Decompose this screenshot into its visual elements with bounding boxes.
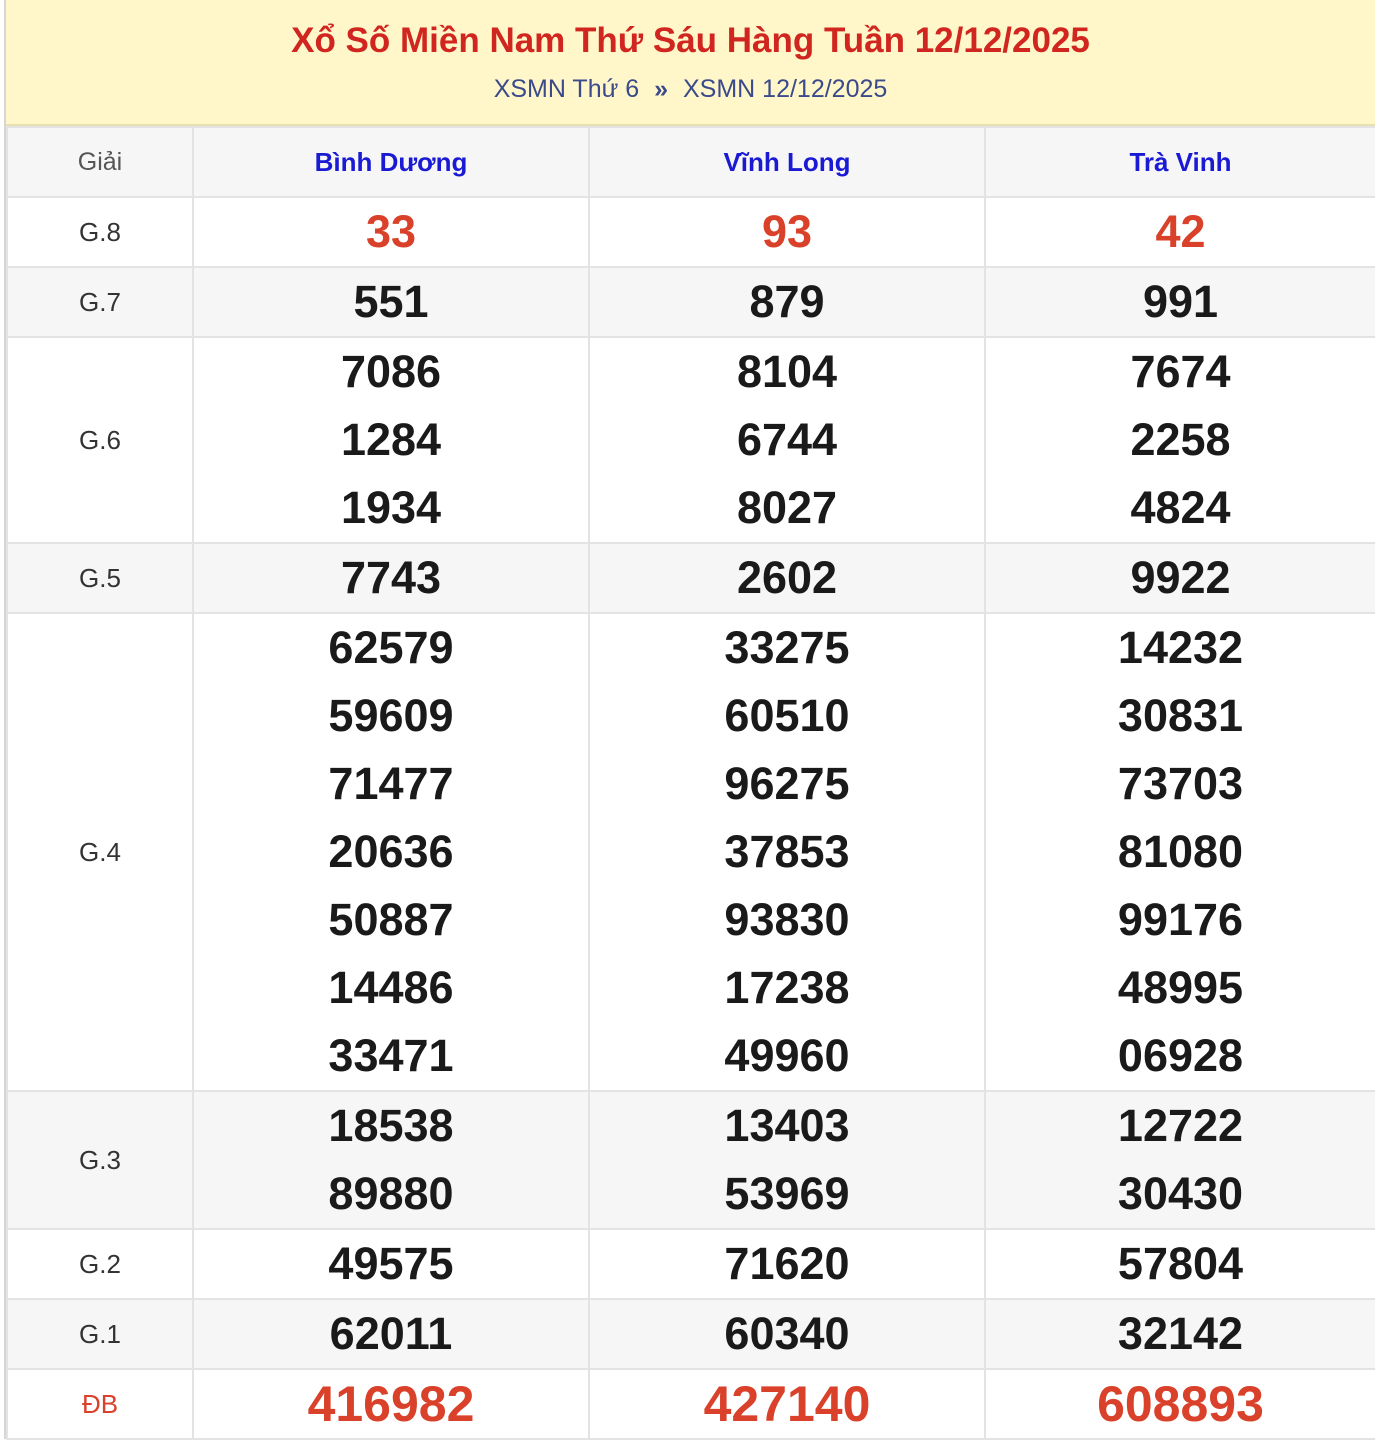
prize-label: G.3 — [7, 1091, 193, 1229]
prize-number: 62011 — [329, 1308, 453, 1359]
prize-label: G.4 — [7, 613, 193, 1091]
prize-number: 93 — [761, 206, 813, 257]
prize-number: 551 — [353, 276, 429, 327]
prize-number: 12722 — [1117, 1100, 1244, 1151]
prize-number: 20636 — [328, 826, 454, 877]
prize-row-g6 — [7, 337, 1375, 543]
prize-number: 9922 — [1130, 552, 1231, 603]
prize-row-đb — [7, 1369, 1375, 1439]
prize-row-g7 — [7, 267, 1375, 337]
prize-number: 33 — [365, 206, 417, 257]
prize-cell — [985, 543, 1375, 613]
prize-label: G.1 — [7, 1299, 193, 1369]
prize-number: 879 — [749, 276, 825, 327]
prize-cell — [985, 337, 1375, 543]
prize-number: 33275 — [724, 622, 850, 673]
breadcrumb-link-xsmn-date[interactable]: XSMN 12/12/2025 — [683, 75, 888, 103]
prize-number: 14232 — [1117, 622, 1244, 673]
prize-label: G.2 — [7, 1229, 193, 1299]
prize-cell — [589, 1229, 985, 1299]
prize-row-g4 — [7, 613, 1375, 1091]
page-title: Xổ Số Miền Nam Thứ Sáu Hàng Tuần 12/12/2025 — [291, 21, 1090, 60]
province-header-binh-duong[interactable]: Bình Dương — [193, 127, 589, 197]
prize-number: 89880 — [328, 1168, 454, 1219]
prize-cell — [193, 1229, 589, 1299]
prize-number: 2258 — [1130, 414, 1231, 465]
prize-cell — [589, 1091, 985, 1229]
province-header-tra-vinh[interactable]: Trà Vinh — [985, 127, 1375, 197]
prize-number: 8027 — [736, 482, 838, 533]
prize-cell — [193, 267, 589, 337]
prize-row-g3 — [7, 1091, 1375, 1229]
prize-number: 42 — [1155, 206, 1206, 257]
prize-number: 60510 — [724, 690, 850, 741]
prize-cell — [985, 1369, 1375, 1439]
prize-row-g1 — [7, 1299, 1375, 1369]
prize-number: 50887 — [328, 894, 454, 945]
results-panel — [4, 0, 1375, 1439]
prize-number: 30831 — [1117, 690, 1244, 741]
prize-number: 93830 — [724, 894, 850, 945]
prize-cell — [589, 337, 985, 543]
prize-number: 416982 — [307, 1376, 475, 1432]
prize-number: 81080 — [1117, 826, 1244, 877]
prize-number: 427140 — [703, 1376, 871, 1432]
prize-number: 49575 — [328, 1238, 454, 1289]
prize-cell — [589, 613, 985, 1091]
prize-column-header: Giải — [7, 127, 193, 197]
prize-number: 06928 — [1117, 1030, 1244, 1081]
prize-number: 991 — [1142, 276, 1219, 327]
prize-number: 33471 — [328, 1030, 454, 1081]
prize-number: 57804 — [1117, 1238, 1244, 1289]
prize-number: 2602 — [736, 552, 838, 603]
prize-cell — [985, 1299, 1375, 1369]
prize-number: 7743 — [340, 552, 442, 603]
results-header — [6, 0, 1375, 126]
prize-cell — [985, 613, 1375, 1091]
breadcrumb-link-xsmn-thu-6[interactable]: XSMN Thứ 6 — [493, 75, 640, 103]
prize-number: 60340 — [724, 1308, 850, 1359]
prize-cell — [193, 543, 589, 613]
prize-number: 73703 — [1117, 758, 1244, 809]
prize-cell — [193, 1091, 589, 1229]
prize-cell — [985, 267, 1375, 337]
prize-number: 1934 — [340, 482, 442, 533]
prize-number: 17238 — [724, 962, 850, 1013]
prize-number: 59609 — [328, 690, 454, 741]
prize-row-g2 — [7, 1229, 1375, 1299]
prize-number: 7086 — [340, 346, 442, 397]
prize-cell — [193, 337, 589, 543]
prize-number: 62579 — [328, 622, 454, 673]
prize-row-g8 — [7, 197, 1375, 267]
prize-cell — [193, 1369, 589, 1439]
prize-number: 4824 — [1130, 482, 1231, 533]
prize-cell — [589, 197, 985, 267]
prize-number: 30430 — [1117, 1168, 1244, 1219]
prize-number: 96275 — [724, 758, 850, 809]
prize-label: G.5 — [7, 543, 193, 613]
prize-cell — [193, 1299, 589, 1369]
prize-label: G.7 — [7, 267, 193, 337]
breadcrumb — [6, 74, 1375, 104]
prize-number: 37853 — [724, 826, 850, 877]
prize-number: 14486 — [328, 962, 454, 1013]
prize-number: 53969 — [724, 1168, 850, 1219]
prize-number: 71620 — [724, 1238, 850, 1289]
prize-number: 1284 — [340, 414, 442, 465]
prize-number: 49960 — [724, 1030, 850, 1081]
prize-number: 8104 — [736, 346, 838, 397]
prize-cell — [589, 267, 985, 337]
prize-number: 48995 — [1117, 962, 1244, 1013]
prize-label: ĐB — [7, 1369, 193, 1439]
prize-label: G.6 — [7, 337, 193, 543]
prize-cell — [985, 1229, 1375, 1299]
prize-cell — [985, 1091, 1375, 1229]
prize-number: 71477 — [328, 758, 454, 809]
province-header-vinh-long[interactable]: Vĩnh Long — [589, 127, 985, 197]
prize-number: 99176 — [1117, 894, 1244, 945]
prize-number: 608893 — [1097, 1376, 1264, 1432]
prize-cell — [985, 197, 1375, 267]
prize-cell — [589, 1369, 985, 1439]
prize-number: 6744 — [736, 414, 838, 465]
prize-cell — [193, 613, 589, 1091]
prize-cell — [589, 543, 985, 613]
breadcrumb-separator: » — [654, 75, 669, 103]
results-table — [6, 126, 1375, 1440]
table-header-row — [7, 127, 1375, 197]
prize-cell — [589, 1299, 985, 1369]
prize-number: 7674 — [1130, 346, 1231, 397]
prize-label: G.8 — [7, 197, 193, 267]
prize-number: 13403 — [724, 1100, 850, 1151]
prize-number: 32142 — [1117, 1308, 1244, 1359]
prize-row-g5 — [7, 543, 1375, 613]
prize-number: 18538 — [328, 1100, 454, 1151]
prize-cell — [193, 197, 589, 267]
